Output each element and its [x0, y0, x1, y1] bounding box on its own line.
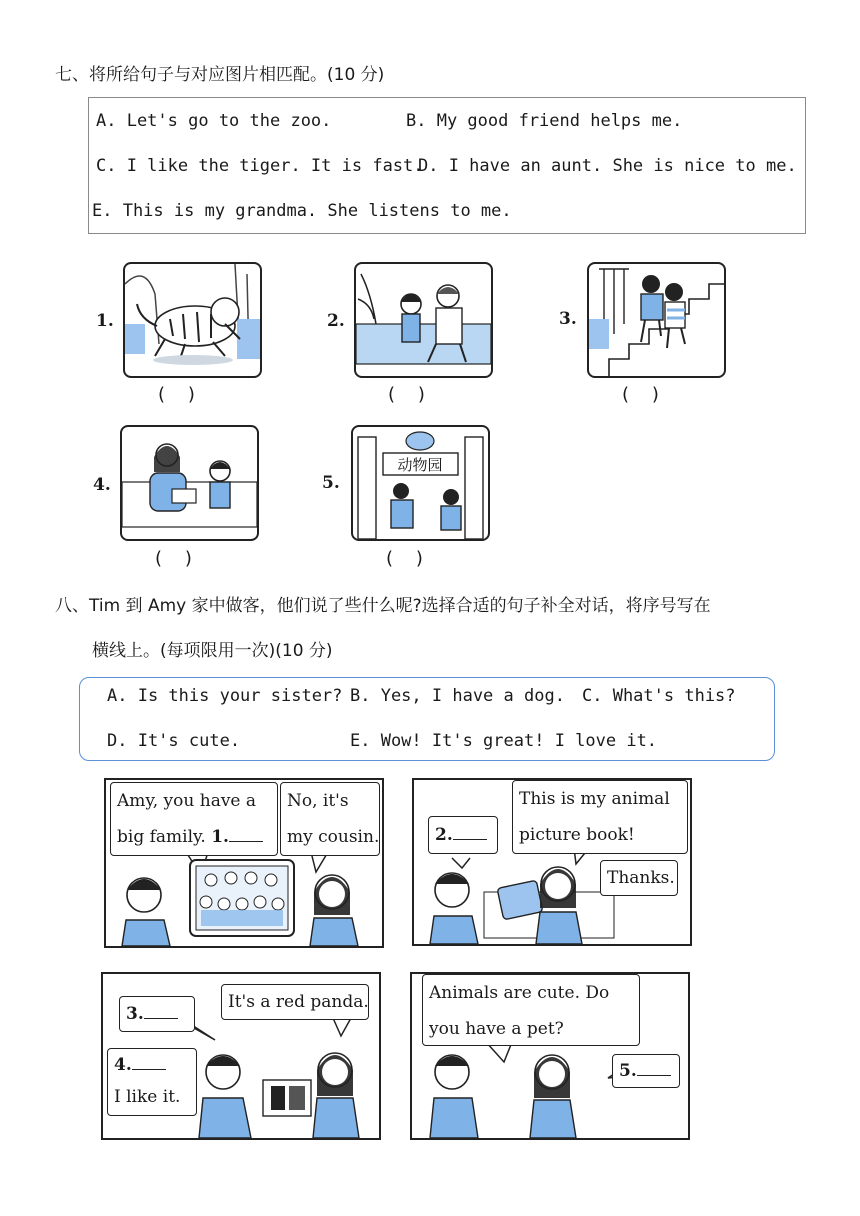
answer-blank-4[interactable]: [132, 1053, 166, 1070]
grandma-illustration: [122, 427, 257, 539]
section8-title-line1: 八、Tim 到 Amy 家中做客，他们说了些什么呢?选择合适的句子补全对话，将序号写在: [55, 596, 711, 616]
zoo-gate-illustration: [353, 427, 488, 539]
tiger-illustration: [125, 264, 260, 376]
section8-title-line2: 横线上。(每项限用一次)(10 分): [92, 641, 333, 661]
bubble-line: big family.: [117, 827, 206, 847]
answer-blank-1[interactable]: [229, 825, 263, 842]
bubble-like-it: [107, 1048, 197, 1116]
picture-3-number: 3.: [559, 309, 577, 329]
bubble-red-panda: It's a red panda.: [221, 984, 369, 1020]
bubble-line: This is my animal: [519, 789, 670, 809]
bubble-line: I like it.: [114, 1087, 181, 1107]
zoo-sign: 动物园: [397, 456, 443, 474]
s8-option-e: E. Wow! It's great! I love it.: [350, 731, 658, 751]
picture-3-answer-parens[interactable]: ( ): [622, 384, 659, 405]
bubble-blank-5: [612, 1054, 680, 1088]
bubble-pet-question: [422, 974, 640, 1046]
dialogue-panel-4: [410, 972, 690, 1140]
answer-blank-3[interactable]: [144, 1002, 178, 1019]
answer-blank-5[interactable]: [637, 1059, 671, 1076]
bubble-thanks: Thanks.: [600, 860, 678, 896]
answer-blank-2[interactable]: [453, 823, 487, 840]
blank-number-3: 3.: [126, 1004, 144, 1024]
picture-3-stairs: [587, 262, 726, 378]
picture-5-number: 5.: [322, 473, 340, 493]
picture-4-number: 4.: [93, 475, 111, 495]
picture-2-answer-parens[interactable]: ( ): [388, 384, 425, 405]
option-e: E. This is my grandma. She listens to me.: [92, 201, 512, 221]
picture-5-answer-parens[interactable]: ( ): [386, 548, 423, 569]
dialogue-panel-1: [104, 778, 384, 948]
s8-option-b: B. Yes, I have a dog.: [350, 686, 565, 706]
dialogue-panel-3: [101, 972, 381, 1140]
bubble-amy-family: [110, 782, 278, 856]
picture-1-answer-parens[interactable]: ( ): [158, 384, 195, 405]
blank-number-1: 1.: [211, 827, 229, 847]
bubble-blank-3: [119, 996, 195, 1032]
picture-2-aunt: [354, 262, 493, 378]
section7-title: 七、将所给句子与对应图片相匹配。(10 分): [55, 65, 385, 85]
bubble-blank-2: [428, 816, 498, 854]
option-d: D. I have an aunt. She is nice to me.: [418, 156, 797, 176]
option-a: A. Let's go to the zoo.: [96, 111, 332, 131]
bubble-line: No, it's: [287, 791, 349, 811]
bubble-line: you have a pet?: [429, 1019, 564, 1039]
picture-2-number: 2.: [327, 311, 345, 331]
blank-number-2: 2.: [435, 825, 453, 845]
bubble-line: my cousin.: [287, 827, 380, 847]
option-b: B. My good friend helps me.: [406, 111, 683, 131]
bubble-line: Animals are cute. Do: [429, 983, 610, 1003]
s8-option-a: A. Is this your sister?: [107, 686, 343, 706]
option-c: C. I like the tiger. It is fast.: [96, 156, 424, 176]
blank-number-4: 4.: [114, 1055, 132, 1075]
picture-4-grandma: [120, 425, 259, 541]
dialogue-panel-2: [412, 778, 692, 946]
s8-option-d: D. It's cute.: [107, 731, 241, 751]
stairs-illustration: [589, 264, 724, 376]
picture-1-number: 1.: [96, 311, 114, 331]
picture-4-answer-parens[interactable]: ( ): [155, 548, 192, 569]
picture-5-zoo: [351, 425, 490, 541]
s8-option-c: C. What's this?: [582, 686, 736, 706]
bubble-animal-book: [512, 780, 688, 854]
picture-1-tiger: [123, 262, 262, 378]
bubble-cousin: [280, 782, 380, 856]
bubble-line: Amy, you have a: [117, 791, 257, 811]
bubble-line: picture book!: [519, 825, 635, 845]
aunt-illustration: [356, 264, 491, 376]
blank-number-5: 5.: [619, 1061, 637, 1081]
